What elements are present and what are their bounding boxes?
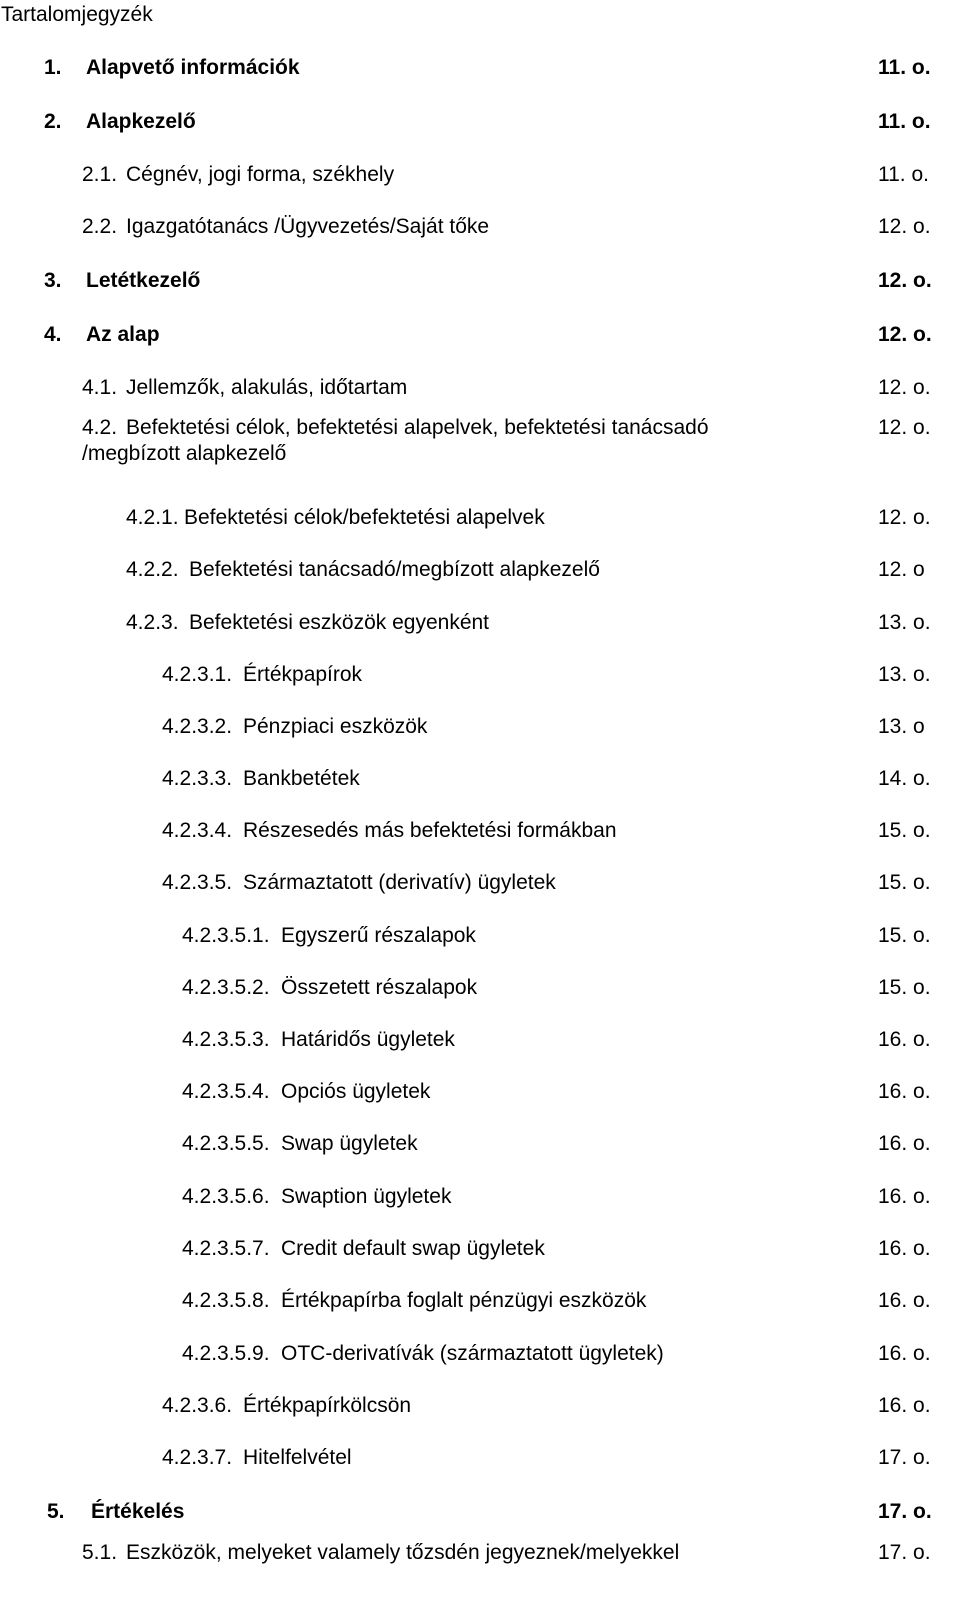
toc-entry-page: 17. o. bbox=[878, 1446, 931, 1469]
toc-entry-number: 4.2.3.5.5. bbox=[182, 1132, 270, 1155]
toc-entry-page: 15. o. bbox=[878, 924, 931, 947]
toc-entry-number: 4.2.3.5. bbox=[162, 871, 233, 894]
toc-entry-page: 12. o. bbox=[878, 215, 931, 238]
toc-entry-label: Swap ügyletek bbox=[281, 1132, 418, 1155]
toc-entry-number: 4.2.3.5.1. bbox=[182, 924, 270, 947]
toc-entry-label: Részesedés más befektetési formákban bbox=[243, 819, 617, 842]
toc-entry-label: Értékpapírkölcsön bbox=[243, 1394, 412, 1417]
toc-entry-label: Értékpapírok bbox=[243, 663, 363, 686]
toc-entry-label: Befektetési célok/befektetési alapelvek bbox=[184, 506, 545, 529]
toc-entry-label: Az alap bbox=[86, 323, 160, 346]
toc-entry-label: OTC-derivatívák (származtatott ügyletek) bbox=[281, 1342, 664, 1365]
toc-entry-page: 16. o. bbox=[878, 1394, 931, 1417]
toc-entry-page: 13. o. bbox=[878, 611, 931, 634]
toc-entry[interactable] bbox=[0, 162, 960, 188]
toc-entry-number: 2. bbox=[44, 110, 62, 133]
toc-entry-number: 5. bbox=[47, 1500, 65, 1523]
toc-entry-page: 12. o bbox=[878, 558, 925, 581]
toc-entry-label: Pénzpiaci eszközök bbox=[243, 715, 428, 738]
toc-entry[interactable] bbox=[0, 870, 960, 896]
toc-entry-number: 4.2.3.6. bbox=[162, 1394, 233, 1417]
toc-entry-label: Alapvető információk bbox=[86, 56, 300, 79]
toc-entry[interactable] bbox=[0, 714, 960, 740]
toc-entry-label: Származtatott (derivatív) ügyletek bbox=[243, 871, 556, 894]
toc-entry-number: 4.2.3.1. bbox=[162, 663, 233, 686]
toc-entry[interactable] bbox=[0, 610, 960, 636]
toc-entry[interactable] bbox=[0, 1499, 960, 1525]
toc-entry-label: Befektetési célok, befektetési alapelvek, befektetési tanácsadó bbox=[126, 416, 709, 439]
toc-entry-number: 4. bbox=[44, 323, 62, 346]
toc-entry[interactable] bbox=[0, 557, 960, 583]
toc-entry-number: 4.2.3.4. bbox=[162, 819, 233, 842]
toc-entry[interactable] bbox=[0, 1341, 960, 1367]
toc-entry-number: 4.1. bbox=[82, 376, 118, 399]
toc-entry[interactable] bbox=[0, 1131, 960, 1157]
toc-entry-page: 12. o. bbox=[878, 506, 931, 529]
toc-entry-number: 4.2.3. bbox=[126, 611, 179, 634]
toc-entry-number: 4.2.3.3. bbox=[162, 767, 233, 790]
toc-entry-label-continued: /megbízott alapkezelő bbox=[82, 442, 287, 465]
toc-entry[interactable] bbox=[0, 55, 960, 81]
toc-entry-page: 11. o. bbox=[878, 56, 931, 79]
toc-entry-page: 16. o. bbox=[878, 1028, 931, 1051]
toc-entry[interactable] bbox=[0, 1184, 960, 1210]
toc-entry[interactable] bbox=[0, 818, 960, 844]
toc-entry-number: 4.2.3.5.4. bbox=[182, 1080, 270, 1103]
toc-entry[interactable] bbox=[0, 214, 960, 240]
page-title: Tartalomjegyzék bbox=[1, 3, 153, 26]
toc-entry-label: Swaption ügyletek bbox=[281, 1185, 452, 1208]
toc-entry[interactable] bbox=[0, 1236, 960, 1262]
toc-entry-page: 16. o. bbox=[878, 1132, 931, 1155]
toc-entry-number: 4.2.3.7. bbox=[162, 1446, 233, 1469]
toc-entry-number: 5.1. bbox=[82, 1541, 118, 1564]
toc-entry-page: 12. o. bbox=[878, 269, 932, 292]
toc-entry-label: Eszközök, melyeket valamely tőzsdén jegyeznek/melyekkel bbox=[126, 1541, 680, 1564]
toc-entry-label: Credit default swap ügyletek bbox=[281, 1237, 545, 1260]
toc-entry[interactable] bbox=[0, 109, 960, 135]
toc-entry-label: Hitelfelvétel bbox=[243, 1446, 352, 1469]
toc-entry-page: 16. o. bbox=[878, 1080, 931, 1103]
toc-entry[interactable] bbox=[0, 505, 960, 531]
toc-entry-number: 3. bbox=[44, 269, 62, 292]
toc-entry[interactable] bbox=[0, 415, 960, 467]
toc-entry-number: 4.2.3.5.8. bbox=[182, 1289, 270, 1312]
toc-entry-page: 12. o. bbox=[878, 376, 931, 399]
toc-entry[interactable] bbox=[0, 268, 960, 294]
toc-entry-page: 11. o. bbox=[878, 110, 931, 133]
toc-entry-number: 4.2.3.5.9. bbox=[182, 1342, 270, 1365]
toc-entry-number: 4.2.1. bbox=[126, 506, 179, 529]
toc-entry[interactable] bbox=[0, 1288, 960, 1314]
toc-entry-page: 17. o. bbox=[878, 1541, 931, 1564]
toc-entry-label: Cégnév, jogi forma, székhely bbox=[126, 163, 395, 186]
toc-entry[interactable] bbox=[0, 1445, 960, 1471]
toc-entry-page: 13. o bbox=[878, 715, 925, 738]
toc-entry-page: 16. o. bbox=[878, 1185, 931, 1208]
toc-entry-label: Jellemzők, alakulás, időtartam bbox=[126, 376, 408, 399]
toc-entry[interactable] bbox=[0, 1540, 960, 1566]
toc-entry[interactable] bbox=[0, 923, 960, 949]
toc-entry-number: 4.2.3.2. bbox=[162, 715, 233, 738]
toc-entry-label: Befektetési tanácsadó/megbízott alapkezelő bbox=[189, 558, 600, 581]
toc-entry-page: 15. o. bbox=[878, 976, 931, 999]
toc-entry-page: 11. o. bbox=[878, 163, 929, 186]
toc-entry-page: 17. o. bbox=[878, 1500, 932, 1523]
toc-entry-label: Letétkezelő bbox=[86, 269, 201, 292]
toc-entry-number: 2.2. bbox=[82, 215, 118, 238]
toc-entry-label: Opciós ügyletek bbox=[281, 1080, 431, 1103]
toc-entry-number: 4.2.3.5.3. bbox=[182, 1028, 270, 1051]
toc-entry-number: 4.2.3.5.7. bbox=[182, 1237, 270, 1260]
toc-entry-page: 12. o. bbox=[878, 416, 931, 439]
toc-entry-label: Értékelés bbox=[91, 1500, 185, 1523]
toc-entry[interactable] bbox=[0, 975, 960, 1001]
toc-entry[interactable] bbox=[0, 662, 960, 688]
toc-entry-label: Értékpapírba foglalt pénzügyi eszközök bbox=[281, 1289, 647, 1312]
toc-entry-number: 4.2. bbox=[82, 416, 118, 439]
toc-entry[interactable] bbox=[0, 1079, 960, 1105]
toc-entry-label: Határidős ügyletek bbox=[281, 1028, 455, 1051]
toc-entry[interactable] bbox=[0, 1393, 960, 1419]
toc-entry-label: Befektetési eszközök egyenként bbox=[189, 611, 490, 634]
toc-entry[interactable] bbox=[0, 322, 960, 348]
toc-entry-number: 4.2.2. bbox=[126, 558, 179, 581]
toc-entry-label: Alapkezelő bbox=[86, 110, 196, 133]
toc-entry-page: 16. o. bbox=[878, 1342, 931, 1365]
toc-entry-page: 15. o. bbox=[878, 871, 931, 894]
toc-entry[interactable] bbox=[0, 375, 960, 401]
toc-entry-label: Egyszerű részalapok bbox=[281, 924, 476, 947]
toc-entry-number: 2.1. bbox=[82, 163, 118, 186]
toc-entry-page: 13. o. bbox=[878, 663, 931, 686]
toc-entry-number: 1. bbox=[44, 56, 62, 79]
toc-entry-page: 16. o. bbox=[878, 1237, 931, 1260]
toc-entry-label: Összetett részalapok bbox=[281, 976, 478, 999]
toc-entry-page: 14. o. bbox=[878, 767, 931, 790]
toc-entry[interactable] bbox=[0, 766, 960, 792]
toc-entry-number: 4.2.3.5.2. bbox=[182, 976, 270, 999]
toc-entry-label: Igazgatótanács /Ügyvezetés/Saját tőke bbox=[126, 215, 490, 238]
toc-entry-page: 12. o. bbox=[878, 323, 932, 346]
toc-entry-page: 16. o. bbox=[878, 1289, 931, 1312]
toc-entry-page: 15. o. bbox=[878, 819, 931, 842]
toc-entry[interactable] bbox=[0, 1027, 960, 1053]
toc-entry-label: Bankbetétek bbox=[243, 767, 360, 790]
toc-entry-number: 4.2.3.5.6. bbox=[182, 1185, 270, 1208]
